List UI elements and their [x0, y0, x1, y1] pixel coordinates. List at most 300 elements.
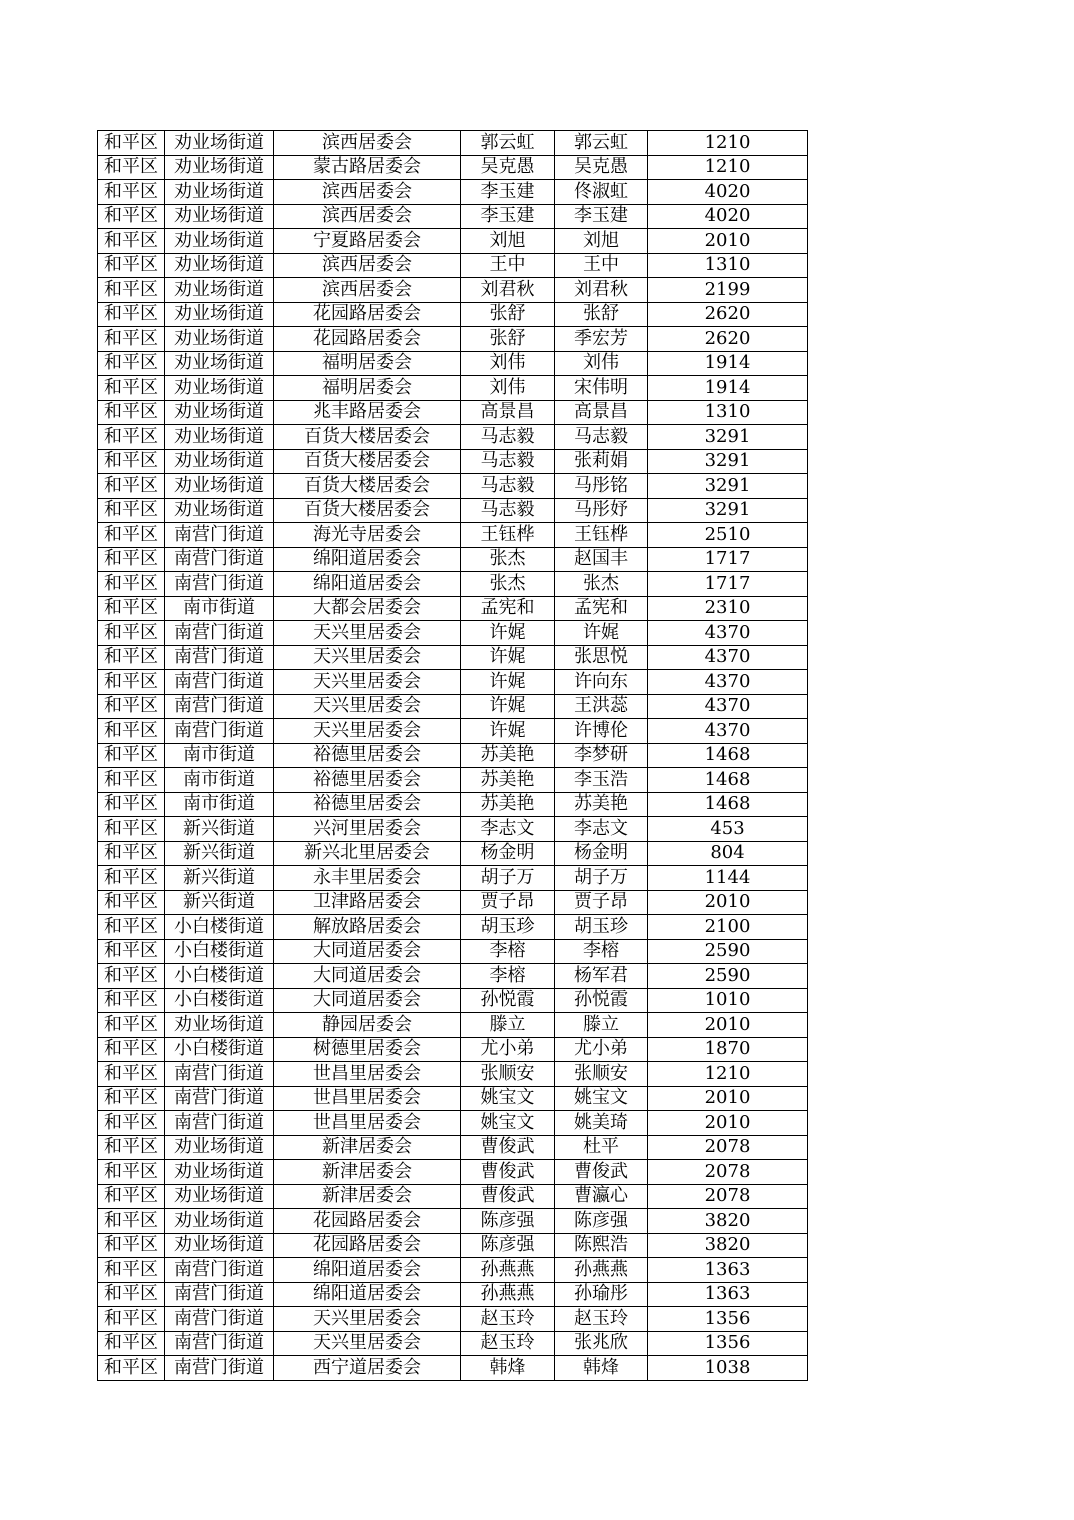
person-name-cell: 张思悦	[555, 645, 648, 670]
committee-cell: 大都会居委会	[274, 596, 461, 621]
head-name-cell: 孙悦霞	[461, 988, 555, 1013]
head-name-cell: 陈彦强	[461, 1233, 555, 1258]
table-row	[98, 131, 808, 156]
committee-cell: 百货大楼居委会	[274, 498, 461, 523]
table-row	[98, 670, 808, 695]
person-name-cell: 杨金明	[555, 841, 648, 866]
person-name-cell: 孙悦霞	[555, 988, 648, 1013]
amount-cell: 1363	[648, 1258, 808, 1283]
street-cell: 南营门街道	[165, 1307, 274, 1332]
street-cell: 劝业场街道	[165, 376, 274, 401]
amount-cell: 2100	[648, 915, 808, 940]
district-cell: 和平区	[98, 523, 165, 548]
amount-cell: 1468	[648, 743, 808, 768]
person-name-cell: 孙燕燕	[555, 1258, 648, 1283]
table-row	[98, 719, 808, 744]
committee-cell: 世昌里居委会	[274, 1086, 461, 1111]
head-name-cell: 李玉建	[461, 180, 555, 205]
head-name-cell: 孙燕燕	[461, 1258, 555, 1283]
district-cell: 和平区	[98, 376, 165, 401]
amount-cell: 1356	[648, 1331, 808, 1356]
table-row	[98, 792, 808, 817]
street-cell: 小白楼街道	[165, 988, 274, 1013]
committee-cell: 滨西居委会	[274, 204, 461, 229]
street-cell: 劝业场街道	[165, 474, 274, 499]
person-name-cell: 张兆欣	[555, 1331, 648, 1356]
committee-cell: 蒙古路居委会	[274, 155, 461, 180]
district-cell: 和平区	[98, 351, 165, 376]
person-name-cell: 韩烽	[555, 1356, 648, 1381]
district-cell: 和平区	[98, 1356, 165, 1381]
person-name-cell: 马彤铭	[555, 474, 648, 499]
head-name-cell: 孙燕燕	[461, 1282, 555, 1307]
table-row	[98, 1258, 808, 1283]
table-row	[98, 1356, 808, 1381]
amount-cell: 3820	[648, 1233, 808, 1258]
person-name-cell: 胡玉珍	[555, 915, 648, 940]
district-cell: 和平区	[98, 1037, 165, 1062]
person-name-cell: 赵国丰	[555, 547, 648, 572]
district-cell: 和平区	[98, 204, 165, 229]
amount-cell: 4020	[648, 180, 808, 205]
head-name-cell: 曹俊武	[461, 1135, 555, 1160]
street-cell: 南市街道	[165, 743, 274, 768]
street-cell: 小白楼街道	[165, 964, 274, 989]
district-cell: 和平区	[98, 1258, 165, 1283]
committee-cell: 百货大楼居委会	[274, 425, 461, 450]
street-cell: 小白楼街道	[165, 915, 274, 940]
amount-cell: 2078	[648, 1184, 808, 1209]
street-cell: 南营门街道	[165, 1331, 274, 1356]
head-name-cell: 苏美艳	[461, 792, 555, 817]
table-row	[98, 229, 808, 254]
person-name-cell: 曹瀛心	[555, 1184, 648, 1209]
head-name-cell: 曹俊武	[461, 1160, 555, 1185]
amount-cell: 4370	[648, 621, 808, 646]
street-cell: 南营门街道	[165, 645, 274, 670]
table-row	[98, 425, 808, 450]
street-cell: 南营门街道	[165, 1258, 274, 1283]
person-name-cell: 王钰桦	[555, 523, 648, 548]
committee-cell: 百货大楼居委会	[274, 449, 461, 474]
street-cell: 南营门街道	[165, 523, 274, 548]
committee-cell: 树德里居委会	[274, 1037, 461, 1062]
person-name-cell: 刘旭	[555, 229, 648, 254]
district-cell: 和平区	[98, 1209, 165, 1234]
amount-cell: 2590	[648, 939, 808, 964]
data-table	[97, 130, 808, 1381]
district-cell: 和平区	[98, 229, 165, 254]
committee-cell: 天兴里居委会	[274, 670, 461, 695]
person-name-cell: 李玉浩	[555, 768, 648, 793]
street-cell: 劝业场街道	[165, 302, 274, 327]
committee-cell: 新兴北里居委会	[274, 841, 461, 866]
street-cell: 新兴街道	[165, 890, 274, 915]
district-cell: 和平区	[98, 694, 165, 719]
committee-cell: 西宁道居委会	[274, 1356, 461, 1381]
amount-cell: 4370	[648, 694, 808, 719]
committee-cell: 解放路居委会	[274, 915, 461, 940]
amount-cell: 1310	[648, 400, 808, 425]
person-name-cell: 李玉建	[555, 204, 648, 229]
committee-cell: 福明居委会	[274, 376, 461, 401]
street-cell: 劝业场街道	[165, 155, 274, 180]
committee-cell: 世昌里居委会	[274, 1062, 461, 1087]
head-name-cell: 胡玉珍	[461, 915, 555, 940]
street-cell: 劝业场街道	[165, 449, 274, 474]
committee-cell: 裕德里居委会	[274, 743, 461, 768]
committee-cell: 海光寺居委会	[274, 523, 461, 548]
amount-cell: 2310	[648, 596, 808, 621]
committee-cell: 静园居委会	[274, 1013, 461, 1038]
table-row	[98, 449, 808, 474]
amount-cell: 2078	[648, 1135, 808, 1160]
street-cell: 劝业场街道	[165, 1233, 274, 1258]
table-row	[98, 253, 808, 278]
amount-cell: 2590	[648, 964, 808, 989]
amount-cell: 2010	[648, 1086, 808, 1111]
amount-cell: 1468	[648, 768, 808, 793]
table-row	[98, 1135, 808, 1160]
person-name-cell: 姚美琦	[555, 1111, 648, 1136]
table-row	[98, 523, 808, 548]
table-row	[98, 743, 808, 768]
table-row	[98, 351, 808, 376]
table-row	[98, 768, 808, 793]
district-cell: 和平区	[98, 596, 165, 621]
committee-cell: 绵阳道居委会	[274, 1282, 461, 1307]
head-name-cell: 赵玉玲	[461, 1307, 555, 1332]
head-name-cell: 许娓	[461, 645, 555, 670]
table-row	[98, 376, 808, 401]
committee-cell: 永丰里居委会	[274, 866, 461, 891]
person-name-cell: 郭云虹	[555, 131, 648, 156]
person-name-cell: 许向东	[555, 670, 648, 695]
district-cell: 和平区	[98, 719, 165, 744]
district-cell: 和平区	[98, 278, 165, 303]
district-cell: 和平区	[98, 449, 165, 474]
street-cell: 劝业场街道	[165, 1135, 274, 1160]
street-cell: 南市街道	[165, 792, 274, 817]
district-cell: 和平区	[98, 817, 165, 842]
table-row	[98, 1037, 808, 1062]
district-cell: 和平区	[98, 425, 165, 450]
street-cell: 劝业场街道	[165, 1160, 274, 1185]
table-row	[98, 939, 808, 964]
head-name-cell: 马志毅	[461, 425, 555, 450]
amount-cell: 1356	[648, 1307, 808, 1332]
head-name-cell: 高景昌	[461, 400, 555, 425]
district-cell: 和平区	[98, 327, 165, 352]
head-name-cell: 马志毅	[461, 498, 555, 523]
head-name-cell: 赵玉玲	[461, 1331, 555, 1356]
amount-cell: 1210	[648, 1062, 808, 1087]
amount-cell: 4020	[648, 204, 808, 229]
head-name-cell: 杨金明	[461, 841, 555, 866]
person-name-cell: 曹俊武	[555, 1160, 648, 1185]
head-name-cell: 刘旭	[461, 229, 555, 254]
head-name-cell: 姚宝文	[461, 1086, 555, 1111]
amount-cell: 1717	[648, 547, 808, 572]
street-cell: 小白楼街道	[165, 1037, 274, 1062]
committee-cell: 花园路居委会	[274, 1233, 461, 1258]
person-name-cell: 马彤妤	[555, 498, 648, 523]
amount-cell: 3291	[648, 425, 808, 450]
table-row	[98, 621, 808, 646]
amount-cell: 1210	[648, 155, 808, 180]
person-name-cell: 李志文	[555, 817, 648, 842]
head-name-cell: 刘伟	[461, 376, 555, 401]
committee-cell: 兆丰路居委会	[274, 400, 461, 425]
district-cell: 和平区	[98, 1086, 165, 1111]
person-name-cell: 贾子昂	[555, 890, 648, 915]
committee-cell: 绵阳道居委会	[274, 547, 461, 572]
table-row	[98, 1086, 808, 1111]
amount-cell: 2620	[648, 302, 808, 327]
street-cell: 劝业场街道	[165, 400, 274, 425]
committee-cell: 天兴里居委会	[274, 694, 461, 719]
amount-cell: 3291	[648, 474, 808, 499]
amount-cell: 1038	[648, 1356, 808, 1381]
amount-cell: 1717	[648, 572, 808, 597]
amount-cell: 2199	[648, 278, 808, 303]
district-cell: 和平区	[98, 180, 165, 205]
head-name-cell: 苏美艳	[461, 743, 555, 768]
table-row	[98, 1233, 808, 1258]
amount-cell: 3291	[648, 498, 808, 523]
street-cell: 劝业场街道	[165, 278, 274, 303]
person-name-cell: 李梦研	[555, 743, 648, 768]
head-name-cell: 滕立	[461, 1013, 555, 1038]
head-name-cell: 王钰桦	[461, 523, 555, 548]
person-name-cell: 张杰	[555, 572, 648, 597]
amount-cell: 2010	[648, 1013, 808, 1038]
person-name-cell: 杜平	[555, 1135, 648, 1160]
street-cell: 南营门街道	[165, 1356, 274, 1381]
table-row	[98, 547, 808, 572]
head-name-cell: 许娓	[461, 670, 555, 695]
amount-cell: 1870	[648, 1037, 808, 1062]
district-cell: 和平区	[98, 841, 165, 866]
street-cell: 劝业场街道	[165, 498, 274, 523]
amount-cell: 1914	[648, 376, 808, 401]
district-cell: 和平区	[98, 547, 165, 572]
committee-cell: 滨西居委会	[274, 180, 461, 205]
head-name-cell: 许娓	[461, 694, 555, 719]
table-row	[98, 841, 808, 866]
head-name-cell: 曹俊武	[461, 1184, 555, 1209]
street-cell: 南市街道	[165, 768, 274, 793]
amount-cell: 1363	[648, 1282, 808, 1307]
street-cell: 劝业场街道	[165, 229, 274, 254]
street-cell: 劝业场街道	[165, 1184, 274, 1209]
person-name-cell: 马志毅	[555, 425, 648, 450]
head-name-cell: 马志毅	[461, 474, 555, 499]
person-name-cell: 佟淑虹	[555, 180, 648, 205]
amount-cell: 4370	[648, 719, 808, 744]
street-cell: 劝业场街道	[165, 425, 274, 450]
committee-cell: 大同道居委会	[274, 988, 461, 1013]
district-cell: 和平区	[98, 1111, 165, 1136]
head-name-cell: 刘伟	[461, 351, 555, 376]
table-row	[98, 915, 808, 940]
head-name-cell: 张舒	[461, 302, 555, 327]
head-name-cell: 王中	[461, 253, 555, 278]
street-cell: 南市街道	[165, 596, 274, 621]
table-row	[98, 204, 808, 229]
committee-cell: 新津居委会	[274, 1160, 461, 1185]
district-cell: 和平区	[98, 866, 165, 891]
committee-cell: 新津居委会	[274, 1135, 461, 1160]
street-cell: 南营门街道	[165, 1062, 274, 1087]
committee-cell: 兴河里居委会	[274, 817, 461, 842]
committee-cell: 百货大楼居委会	[274, 474, 461, 499]
committee-cell: 滨西居委会	[274, 253, 461, 278]
amount-cell: 1468	[648, 792, 808, 817]
table-row	[98, 155, 808, 180]
street-cell: 南营门街道	[165, 1086, 274, 1111]
amount-cell: 3291	[648, 449, 808, 474]
amount-cell: 2010	[648, 890, 808, 915]
district-cell: 和平区	[98, 1160, 165, 1185]
committee-cell: 天兴里居委会	[274, 1307, 461, 1332]
district-cell: 和平区	[98, 1135, 165, 1160]
head-name-cell: 张舒	[461, 327, 555, 352]
amount-cell: 4370	[648, 645, 808, 670]
table-row	[98, 1160, 808, 1185]
table-row	[98, 1209, 808, 1234]
person-name-cell: 孟宪和	[555, 596, 648, 621]
street-cell: 小白楼街道	[165, 939, 274, 964]
person-name-cell: 刘伟	[555, 351, 648, 376]
table-row	[98, 1307, 808, 1332]
person-name-cell: 孙瑜彤	[555, 1282, 648, 1307]
table-row	[98, 180, 808, 205]
district-cell: 和平区	[98, 1062, 165, 1087]
street-cell: 劝业场街道	[165, 253, 274, 278]
table-row	[98, 866, 808, 891]
district-cell: 和平区	[98, 1331, 165, 1356]
committee-cell: 天兴里居委会	[274, 645, 461, 670]
district-cell: 和平区	[98, 572, 165, 597]
table-row	[98, 572, 808, 597]
table-row	[98, 1282, 808, 1307]
street-cell: 新兴街道	[165, 841, 274, 866]
person-name-cell: 杨军君	[555, 964, 648, 989]
street-cell: 劝业场街道	[165, 204, 274, 229]
amount-cell: 2510	[648, 523, 808, 548]
committee-cell: 裕德里居委会	[274, 792, 461, 817]
district-cell: 和平区	[98, 645, 165, 670]
head-name-cell: 张杰	[461, 572, 555, 597]
head-name-cell: 尤小弟	[461, 1037, 555, 1062]
district-cell: 和平区	[98, 498, 165, 523]
person-name-cell: 姚宝文	[555, 1086, 648, 1111]
district-cell: 和平区	[98, 915, 165, 940]
street-cell: 劝业场街道	[165, 1209, 274, 1234]
head-name-cell: 苏美艳	[461, 768, 555, 793]
table-row	[98, 498, 808, 523]
table-row	[98, 400, 808, 425]
amount-cell: 2620	[648, 327, 808, 352]
amount-cell: 1144	[648, 866, 808, 891]
table-row	[98, 596, 808, 621]
head-name-cell: 吴克愚	[461, 155, 555, 180]
person-name-cell: 季宏芳	[555, 327, 648, 352]
table-row	[98, 327, 808, 352]
district-cell: 和平区	[98, 743, 165, 768]
head-name-cell: 胡子万	[461, 866, 555, 891]
committee-cell: 花园路居委会	[274, 1209, 461, 1234]
amount-cell: 2078	[648, 1160, 808, 1185]
head-name-cell: 张杰	[461, 547, 555, 572]
committee-cell: 宁夏路居委会	[274, 229, 461, 254]
street-cell: 劝业场街道	[165, 327, 274, 352]
amount-cell: 3820	[648, 1209, 808, 1234]
person-name-cell: 张莉娟	[555, 449, 648, 474]
district-cell: 和平区	[98, 155, 165, 180]
person-name-cell: 张顺安	[555, 1062, 648, 1087]
table-row	[98, 964, 808, 989]
amount-cell: 453	[648, 817, 808, 842]
street-cell: 南营门街道	[165, 1282, 274, 1307]
head-name-cell: 李志文	[461, 817, 555, 842]
head-name-cell: 李榕	[461, 964, 555, 989]
table-row	[98, 1331, 808, 1356]
district-cell: 和平区	[98, 988, 165, 1013]
street-cell: 南营门街道	[165, 694, 274, 719]
head-name-cell: 韩烽	[461, 1356, 555, 1381]
table-row	[98, 645, 808, 670]
table-row	[98, 302, 808, 327]
amount-cell: 1914	[648, 351, 808, 376]
street-cell: 新兴街道	[165, 817, 274, 842]
committee-cell: 天兴里居委会	[274, 1331, 461, 1356]
person-name-cell: 陈彦强	[555, 1209, 648, 1234]
person-name-cell: 赵玉玲	[555, 1307, 648, 1332]
amount-cell: 2010	[648, 1111, 808, 1136]
amount-cell: 2010	[648, 229, 808, 254]
table-row	[98, 890, 808, 915]
committee-cell: 大同道居委会	[274, 964, 461, 989]
table-row	[98, 1062, 808, 1087]
head-name-cell: 许娓	[461, 621, 555, 646]
person-name-cell: 张舒	[555, 302, 648, 327]
district-cell: 和平区	[98, 1184, 165, 1209]
district-cell: 和平区	[98, 670, 165, 695]
person-name-cell: 尤小弟	[555, 1037, 648, 1062]
person-name-cell: 陈熙浩	[555, 1233, 648, 1258]
street-cell: 南营门街道	[165, 621, 274, 646]
committee-cell: 卫津路居委会	[274, 890, 461, 915]
street-cell: 新兴街道	[165, 866, 274, 891]
committee-cell: 滨西居委会	[274, 278, 461, 303]
district-cell: 和平区	[98, 400, 165, 425]
person-name-cell: 刘君秋	[555, 278, 648, 303]
table-row	[98, 278, 808, 303]
person-name-cell: 苏美艳	[555, 792, 648, 817]
district-cell: 和平区	[98, 1307, 165, 1332]
person-name-cell: 宋伟明	[555, 376, 648, 401]
street-cell: 南营门街道	[165, 670, 274, 695]
head-name-cell: 陈彦强	[461, 1209, 555, 1234]
committee-cell: 绵阳道居委会	[274, 1258, 461, 1283]
table-row	[98, 817, 808, 842]
district-cell: 和平区	[98, 302, 165, 327]
district-cell: 和平区	[98, 621, 165, 646]
head-name-cell: 贾子昂	[461, 890, 555, 915]
committee-cell: 绵阳道居委会	[274, 572, 461, 597]
